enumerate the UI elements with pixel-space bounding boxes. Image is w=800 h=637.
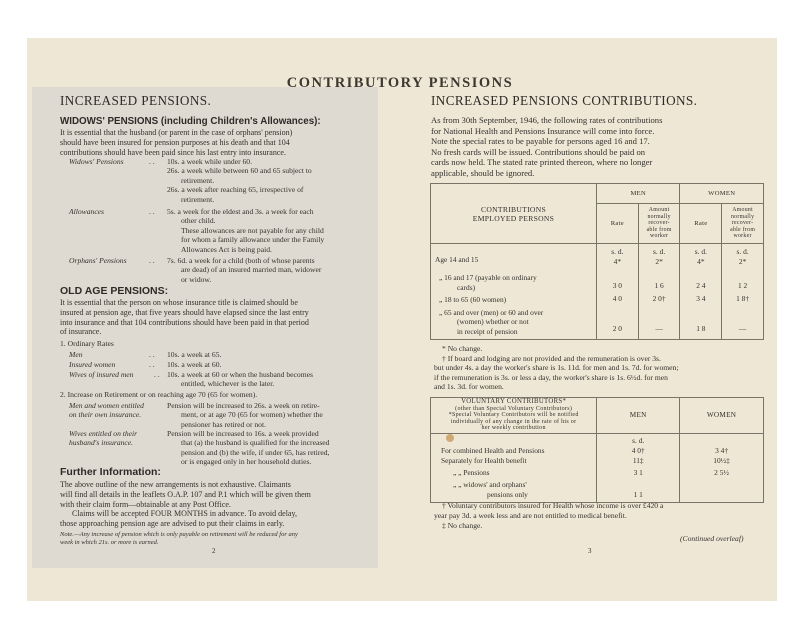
- rate-men-label: Men: [69, 350, 83, 359]
- continued-overleaf: (Continued overleaf): [680, 534, 744, 543]
- rate-men-text: 10s. a week at 65.: [167, 350, 222, 359]
- rate-wives-label: Wives of insured men: [69, 370, 134, 379]
- rate-insured-women-text: 10s. a week at 60.: [167, 360, 222, 369]
- wives-entitled-text: Pension will be increased to 16s. a week provided that (a) the husband is qualified for the increased pension and (b) the wife, if under 65, has retired, or is engaged only in her household duties.: [167, 429, 330, 467]
- widows-intro: It is essential that the husband (or parent in the case of orphans' pension) should have been insured for pension purposes at his death and that 104 contributions should have been paid since his last entry into insurance.: [60, 128, 293, 157]
- old-age-intro: It is essential that the person on whose insurance title is claimed should be insured at pension age, that five years should have elapsed since the last entry into insurance and that 104 contributions should have been paid in that period of insurance.: [60, 298, 309, 337]
- table1-women-amount-col: s. d. 2* 1 2 1 8† —: [722, 244, 764, 340]
- men-women-entitled-label: Men and women entitled on their own insurance.: [69, 401, 144, 420]
- voluntary-contributions-table: [430, 397, 764, 503]
- table1-men-rate-header: Rate: [596, 204, 638, 244]
- page-title: CONTRIBUTORY PENSIONS: [286, 75, 514, 91]
- table1-title-cell: CONTRIBUTIONS EMPLOYED PERSONS: [431, 184, 597, 244]
- table1-women-amount-header: Amount normally recover- able from worker: [722, 204, 764, 244]
- table2-men-header: MEN: [597, 398, 680, 434]
- retirement-note: Note.—Any increase of pension which is only payable on retirement will be reduced for any week in which 21s. or more is earned.: [60, 531, 298, 547]
- page-number-right: 3: [588, 547, 592, 555]
- widows-pensions-text: 10s. a week while under 60. 26s. a week while between 60 and 65 subject to retirement. 26s. a week after reaching 65, irrespective of retirement.: [167, 157, 312, 204]
- men-women-entitled-text: Pension will be increased to 26s. a week on retire- ment, or at age 70 (65 for women) whether the pensioner has retired or not.: [167, 401, 323, 429]
- allowances-label: Allowances: [69, 207, 105, 216]
- table-row: Age 14 and 15: [435, 255, 479, 264]
- old-age-pensions-heading: OLD AGE PENSIONS:: [60, 285, 169, 297]
- table2-men-col: s. d. 4 0† 11‡ 3 1 1 1: [597, 434, 680, 503]
- table-row: For combined Health and Pensions: [441, 446, 545, 455]
- table1-notes: * No change. † If board and lodging are not provided and the remuneration is over 3s. but under 4s. a day the worker's share is 1s. 11d. for men and 1s. 7d. for women; if the remuneration is 3s. or less a day, the worker's share is 1s. 6½d. for men and 1s. 3d. for women.: [434, 344, 679, 392]
- allowances-text: 5s. a week for the eldest and 3s. a week for each other child. These allowances are not payable for any child for whom a family allowance under the Family Allowances Act is being paid.: [167, 207, 325, 254]
- table1-men-amount-header: Amount normally recover- able from worker: [638, 204, 680, 244]
- table2-women-col: 3 4† 10½‡ 2 5½: [680, 434, 764, 503]
- further-information-heading: Further Information:: [60, 466, 161, 478]
- table1-men-header: MEN: [596, 184, 680, 204]
- table2-women-header: WOMEN: [680, 398, 764, 434]
- increase-retirement-heading: 2. Increase on Retirement or on reaching age 70 (65 for women).: [60, 390, 258, 399]
- table1-men-rate-col: s. d. 4* 3 0 4 0 2 0: [596, 244, 638, 340]
- table1-women-rate-col: s. d. 4* 2 4 3 4 1 8: [680, 244, 722, 340]
- table2-row-labels: For combined Health and Pensions Separately for Health benefit „ „ Pensions „ „ widows' and orphans' pensions only: [431, 434, 597, 503]
- table1-women-header: WOMEN: [680, 184, 764, 204]
- orphans-pensions-label: Orphans' Pensions: [69, 256, 127, 265]
- left-section-title: INCREASED PENSIONS.: [60, 93, 212, 108]
- page-number-left: 2: [212, 547, 216, 555]
- table1-row-labels: Age 14 and 15 „ 16 and 17 (payable on ordinary cards) „ 18 to 65 (60 women) „ 65 and over (men) or 60 and over (women) whether or not in receipt of pension: [431, 244, 597, 340]
- ordinary-rates-heading: 1. Ordinary Rates: [60, 339, 114, 348]
- widows-pensions-heading: WIDOWS' PENSIONS (including Children's Allowances):: [60, 116, 321, 127]
- table1-women-rate-header: Rate: [680, 204, 722, 244]
- right-section-title: INCREASED PENSIONS CONTRIBUTIONS.: [431, 93, 698, 108]
- rate-wives-text: 10s. a week at 60 or when the husband becomes entitled, whichever is the later.: [167, 370, 313, 389]
- table1-men-amount-col: s. d. 2* 1 6 2 0† —: [638, 244, 680, 340]
- table2-notes: † Voluntary contributors insured for Health whose income is over £420 a year pay 3d. a week less and are not entitled to medical benefit. ‡ No change.: [434, 501, 664, 530]
- contributions-intro: As from 30th September, 1946, the following rates of contributions for National Health and Pensions Insurance will come into force. Note the special rates to be payable for persons aged 16 and 17. No fresh cards will be issued. Contributions should be paid on cards now held. The stated rate printed thereon, where no longer applicable, should be ignored.: [431, 115, 663, 178]
- further-information-text: The above outline of the new arrangements is not exhaustive. Claimants will find all details in the leaflets O.A.P. 107 and P.1 which will be given them with their claim form—obtainable at any Post Office. Claims will be accepted FOUR MONTHS in advance. To avoid delay, those approaching pension age are advised to put their claims in early.: [60, 480, 311, 529]
- orphans-pensions-text: 7s. 6d. a week for a child (both of whose parents are dead) of an insured married man, widower or widow.: [167, 256, 322, 284]
- widows-pensions-label: Widows' Pensions: [69, 157, 124, 166]
- rate-insured-women-label: Insured women: [69, 360, 116, 369]
- wives-entitled-label: Wives entitled on their husband's insurance.: [69, 429, 138, 448]
- table2-title-cell: VOLUNTARY CONTRIBUTORS* (other than Special Voluntary Contributors) *Special Voluntary Contributors will be notified individually of any change in the rate of his or her weekly contribution: [431, 398, 597, 434]
- employed-contributions-table: [430, 183, 764, 340]
